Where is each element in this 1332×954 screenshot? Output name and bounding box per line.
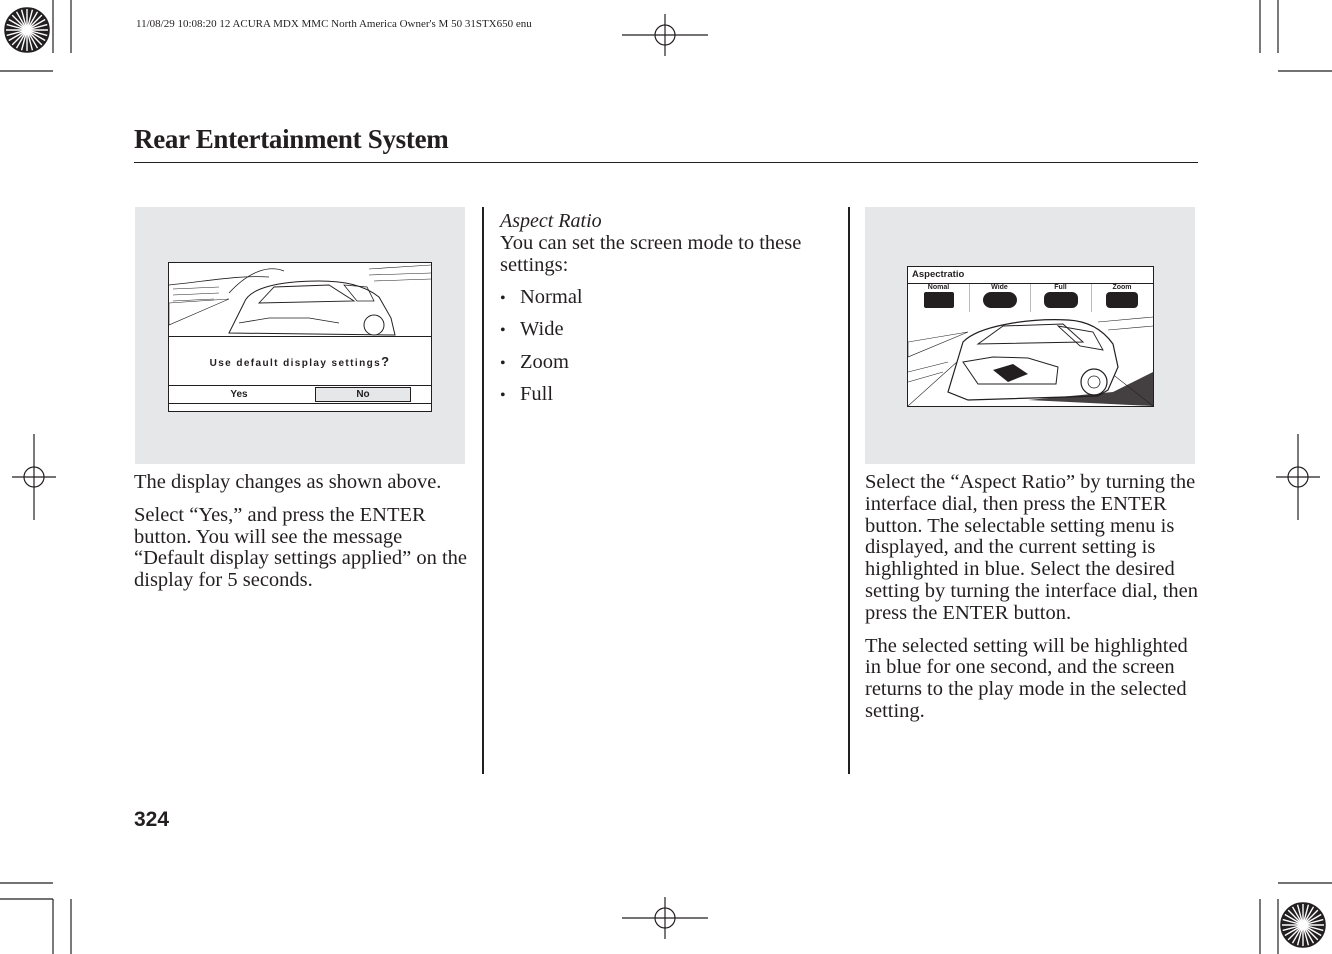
- aspect-menu-title: Aspectratio: [912, 269, 965, 280]
- aspect-ratio-figure: [865, 207, 1195, 464]
- aspect-ratio-intro: You can set the screen mode to these settings:: [500, 232, 802, 276]
- aspect-ratio-options: [500, 286, 583, 415]
- left-paragraph-1: The display changes as shown above.: [134, 471, 442, 493]
- button-bar: [169, 385, 431, 404]
- aspect-menu-bar: [908, 284, 1153, 312]
- left-paragraph-2: Select “Yes,” and press the ENTER button. You will see the message “Default display settings applied” on the display for 5 seconds.: [134, 503, 468, 592]
- option-item: • Full: [500, 382, 554, 405]
- option-item: • Zoom: [500, 350, 569, 373]
- default-settings-figure: [135, 207, 465, 464]
- option-item: • Normal: [500, 286, 583, 308]
- prompt-text: [169, 354, 431, 369]
- left-text: [134, 472, 474, 603]
- aspect-option-normal[interactable]: Nomal: [908, 284, 970, 312]
- page-number: 324: [134, 808, 170, 831]
- normal-aspect-icon: [924, 292, 954, 308]
- aspect-ratio-heading: Aspect Ratio: [500, 210, 602, 232]
- option-item: • Wide: [500, 318, 564, 341]
- car-scene-illustration: [169, 263, 431, 338]
- column-divider-1: [482, 207, 484, 774]
- title-rule: [134, 162, 1198, 163]
- right-paragraph-1: Select the “Aspect Ratio” by turning the interface dial, then press the ENTER button. The selectable setting menu is displayed, and the current setting is highlighted in blue. Select the desired setting by turning the interface dial, then press the ENTER button.: [865, 471, 1199, 624]
- car-closeup-illustration: [908, 312, 1153, 406]
- screen-frame: [168, 262, 432, 412]
- right-paragraph-2: The selected setting will be highlighted in blue for one second, and the screen returns to the play mode in the selected setting.: [865, 634, 1188, 722]
- right-text: [865, 472, 1203, 734]
- aspect-option-zoom[interactable]: Zoom: [1091, 284, 1153, 312]
- wide-aspect-icon: [983, 292, 1017, 308]
- dialog-panel: [169, 336, 431, 412]
- section-title: Rear Entertainment System: [134, 124, 449, 154]
- prompt-label: Use default display settings: [209, 358, 382, 369]
- print-header: 11/08/29 10:08:20 12 ACURA MDX MMC North America Owner's M 50 31STX650 enu: [136, 18, 532, 30]
- yes-button[interactable]: Yes: [230, 389, 248, 400]
- aspect-screen-frame: [907, 266, 1154, 407]
- aspect-option-wide[interactable]: Wide: [969, 284, 1031, 312]
- no-button[interactable]: No: [315, 387, 411, 402]
- full-aspect-icon: [1044, 292, 1078, 308]
- zoom-aspect-icon: [1106, 292, 1138, 308]
- prompt-mark: ?: [381, 354, 391, 369]
- aspect-option-full[interactable]: Full: [1030, 284, 1092, 312]
- column-divider-2: [848, 207, 850, 774]
